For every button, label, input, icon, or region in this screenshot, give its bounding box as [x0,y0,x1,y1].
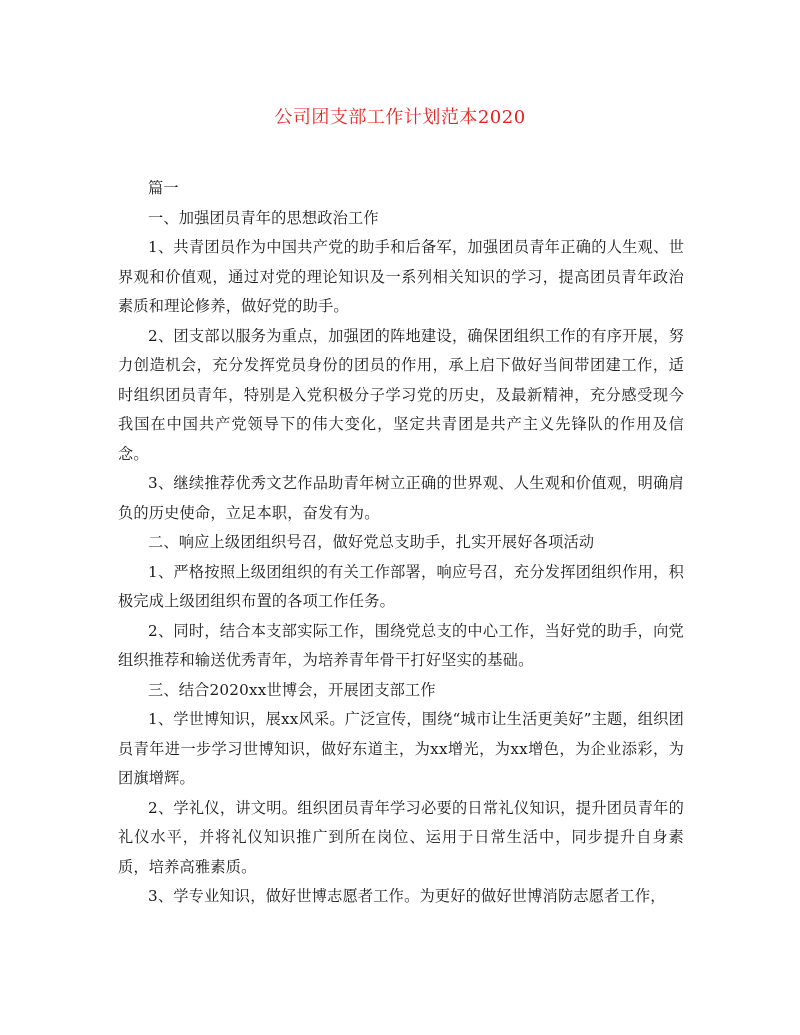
paragraph-1-2: 2、团支部以服务为重点，加强团的阵地建设，确保团组织工作的有序开展，努力创造机会，充分发挥党员身份的团员的作用，承上启下做好当间带团建工作，适时组织团员青年，特别是入党积极分子学习党的历史，及最新精神，充分感受现今我国在中国共产党领导下的伟大变化，坚定共青团是共产主义先锋队的作用及信念。 [118,326,684,463]
paragraph-1-1: 1、共青团员作为中国共产党的助手和后备军，加强团员青年正确的人生观、世界观和价值观，通过对党的理论知识及一系列相关知识的学习，提高团员青年政治素质和理论修养，做好党的助手。 [118,238,684,315]
paragraph-3-3: 3、学专业知识，做好世博志愿者工作。为更好的做好世博消防志愿者工作， [148,887,666,905]
document-body [118,174,684,912]
heading-three: 三、结合2020xx世博会，开展团支部工作 [148,680,436,699]
document-title: 公司团支部工作计划范本2020 [274,107,526,128]
heading-two: 二、响应上级团组织号召，做好党总支助手，扎实开展好各项活动 [148,533,595,551]
paragraph-2-1: 1、严格按照上级团组织的有关工作部署，响应号召，充分发挥团组织作用，积极完成上级团组织布置的各项工作任务。 [118,562,684,610]
paragraph-2-2: 2、同时，结合本支部实际工作，围绕党总支的中心工作，当好党的助手，向党组织推荐和输送优秀青年，为培养青年骨干打好坚实的基础。 [118,621,684,669]
paragraph-3-2: 2、学礼仪，讲文明。组织团员青年学习必要的日常礼仪知识，提升团员青年的礼仪水平，并将礼仪知识推广到所在岗位、运用于日常生活中，同步提升自身素质，培养高雅素质。 [118,798,684,876]
paragraph-1-3: 3、继续推荐优秀文艺作品助青年树立正确的世界观、人生观和价值观，明确肩负的历史使命，立足本职，奋发有为。 [118,474,684,522]
paragraph-3-1: 1、学世博知识，展xx风采。广泛宣传，围绕“城市让生活更美好”主题，组织团员青年进一步学习世博知识，做好东道主，为xx增光，为xx增色，为企业添彩，为团旗增辉。 [118,710,684,787]
heading-one: 一、加强团员青年的思想政治工作 [148,208,379,227]
paragraph-section-label: 篇一 [148,179,179,197]
